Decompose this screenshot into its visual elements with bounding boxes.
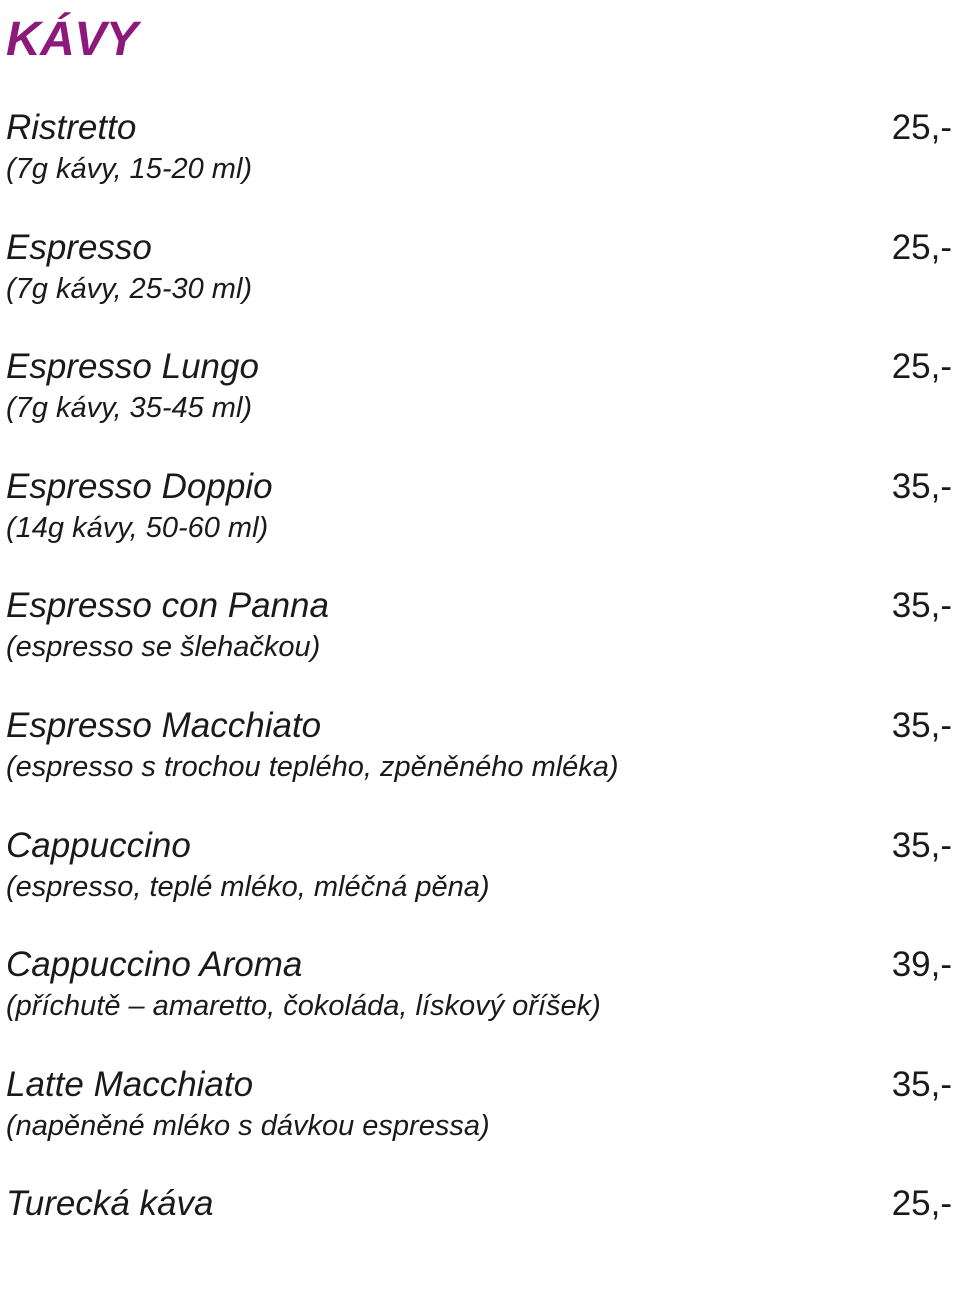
item-name: Espresso Macchiato (6, 705, 322, 745)
item-name: Cappuccino Aroma (6, 945, 303, 985)
menu-item (6, 104, 952, 224)
item-price: 35,- (891, 825, 952, 865)
item-description: (příchutě – amaretto, čokoláda, lískový oříšek) (6, 990, 601, 1023)
item-description: (7g kávy, 25-30 ml) (6, 272, 253, 305)
item-description: (7g kávy, 15-20 ml) (6, 153, 253, 185)
menu-item (6, 1180, 952, 1300)
menu-item (6, 1061, 952, 1181)
menu-item (6, 582, 952, 702)
item-description: (espresso s trochou teplého, zpěněného mléka) (6, 750, 619, 783)
item-price: 25,- (891, 227, 952, 267)
item-name: Espresso (6, 227, 152, 267)
menu-item (6, 941, 952, 1061)
item-description: (espresso, teplé mléko, mléčná pěna) (6, 870, 490, 903)
item-price: 35,- (891, 705, 952, 745)
menu-item (6, 343, 952, 463)
item-price: 35,- (891, 466, 952, 506)
item-price: 25,- (891, 108, 952, 147)
item-price: 35,- (891, 586, 952, 626)
menu-item (6, 463, 952, 583)
menu-title: KÁVY (6, 13, 138, 66)
item-price: 39,- (891, 945, 952, 985)
item-description: (espresso se šlehačkou) (6, 631, 321, 664)
menu-item (6, 224, 952, 344)
item-description: (14g kávy, 50-60 ml) (6, 511, 269, 544)
item-name: Turecká káva (6, 1184, 214, 1224)
menu-item (6, 822, 952, 942)
item-price: 25,- (891, 1184, 952, 1224)
item-price: 25,- (891, 347, 952, 387)
menu-item (6, 702, 952, 822)
item-name: Ristretto (6, 108, 137, 147)
item-name: Cappuccino (6, 825, 191, 865)
menu-list (6, 104, 952, 1300)
item-name: Espresso con Panna (6, 586, 329, 626)
item-description: (napěněné mléko s dávkou espressa) (6, 1109, 490, 1142)
item-name: Espresso Lungo (6, 347, 259, 387)
item-description: (7g kávy, 35-45 ml) (6, 392, 253, 425)
item-name: Espresso Doppio (6, 466, 273, 506)
item-price: 35,- (891, 1064, 952, 1104)
item-name: Latte Macchiato (6, 1064, 254, 1104)
